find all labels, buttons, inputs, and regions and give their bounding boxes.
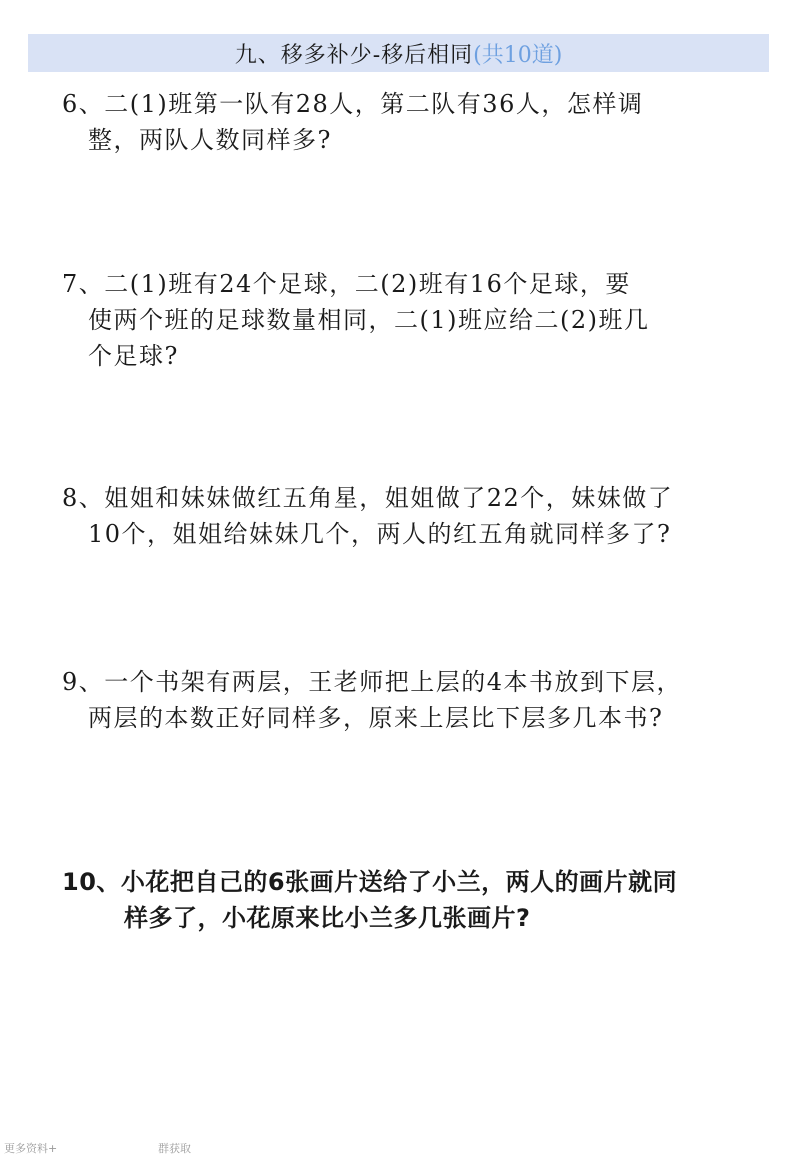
question-line: 8、姐姐和妹妹做红五角星，姐姐做了22个，妹妹做了 [62, 484, 674, 512]
footer-note-right: 群获取 [158, 1142, 191, 1155]
question-line: 两层的本数正好同样多，原来上层比下层多几本书? [88, 704, 664, 732]
question-7 [62, 266, 742, 374]
question-line: 7、二(1)班有24个足球，二(2)班有16个足球，要 [62, 270, 631, 298]
footer-note-left: 更多资料+ [4, 1142, 58, 1155]
section-header [28, 34, 769, 72]
question-9 [62, 664, 742, 736]
question-line: 整，两队人数同样多? [88, 126, 332, 154]
question-count: (共10道) [473, 42, 563, 68]
question-line: 6、二(1)班第一队有28人，第二队有36人，怎样调 [62, 90, 644, 118]
question-line: 10个，姐姐给妹妹几个，两人的红五角就同样多了? [88, 520, 672, 548]
question-line: 9、一个书架有两层，王老师把上层的4本书放到下层， [62, 668, 683, 696]
question-6 [62, 86, 742, 158]
question-line: 个足球? [88, 342, 179, 370]
question-10 [62, 864, 742, 936]
section-title: 九、移多补少-移后相同 [234, 42, 474, 68]
question-line: 10、小花把自己的6张画片送给了小兰，两人的画片就同 [62, 868, 678, 896]
question-8 [62, 480, 742, 552]
question-line: 样多了，小花原来比小兰多几张画片? [124, 904, 531, 932]
question-line: 使两个班的足球数量相同，二(1)班应给二(2)班几 [88, 306, 650, 334]
